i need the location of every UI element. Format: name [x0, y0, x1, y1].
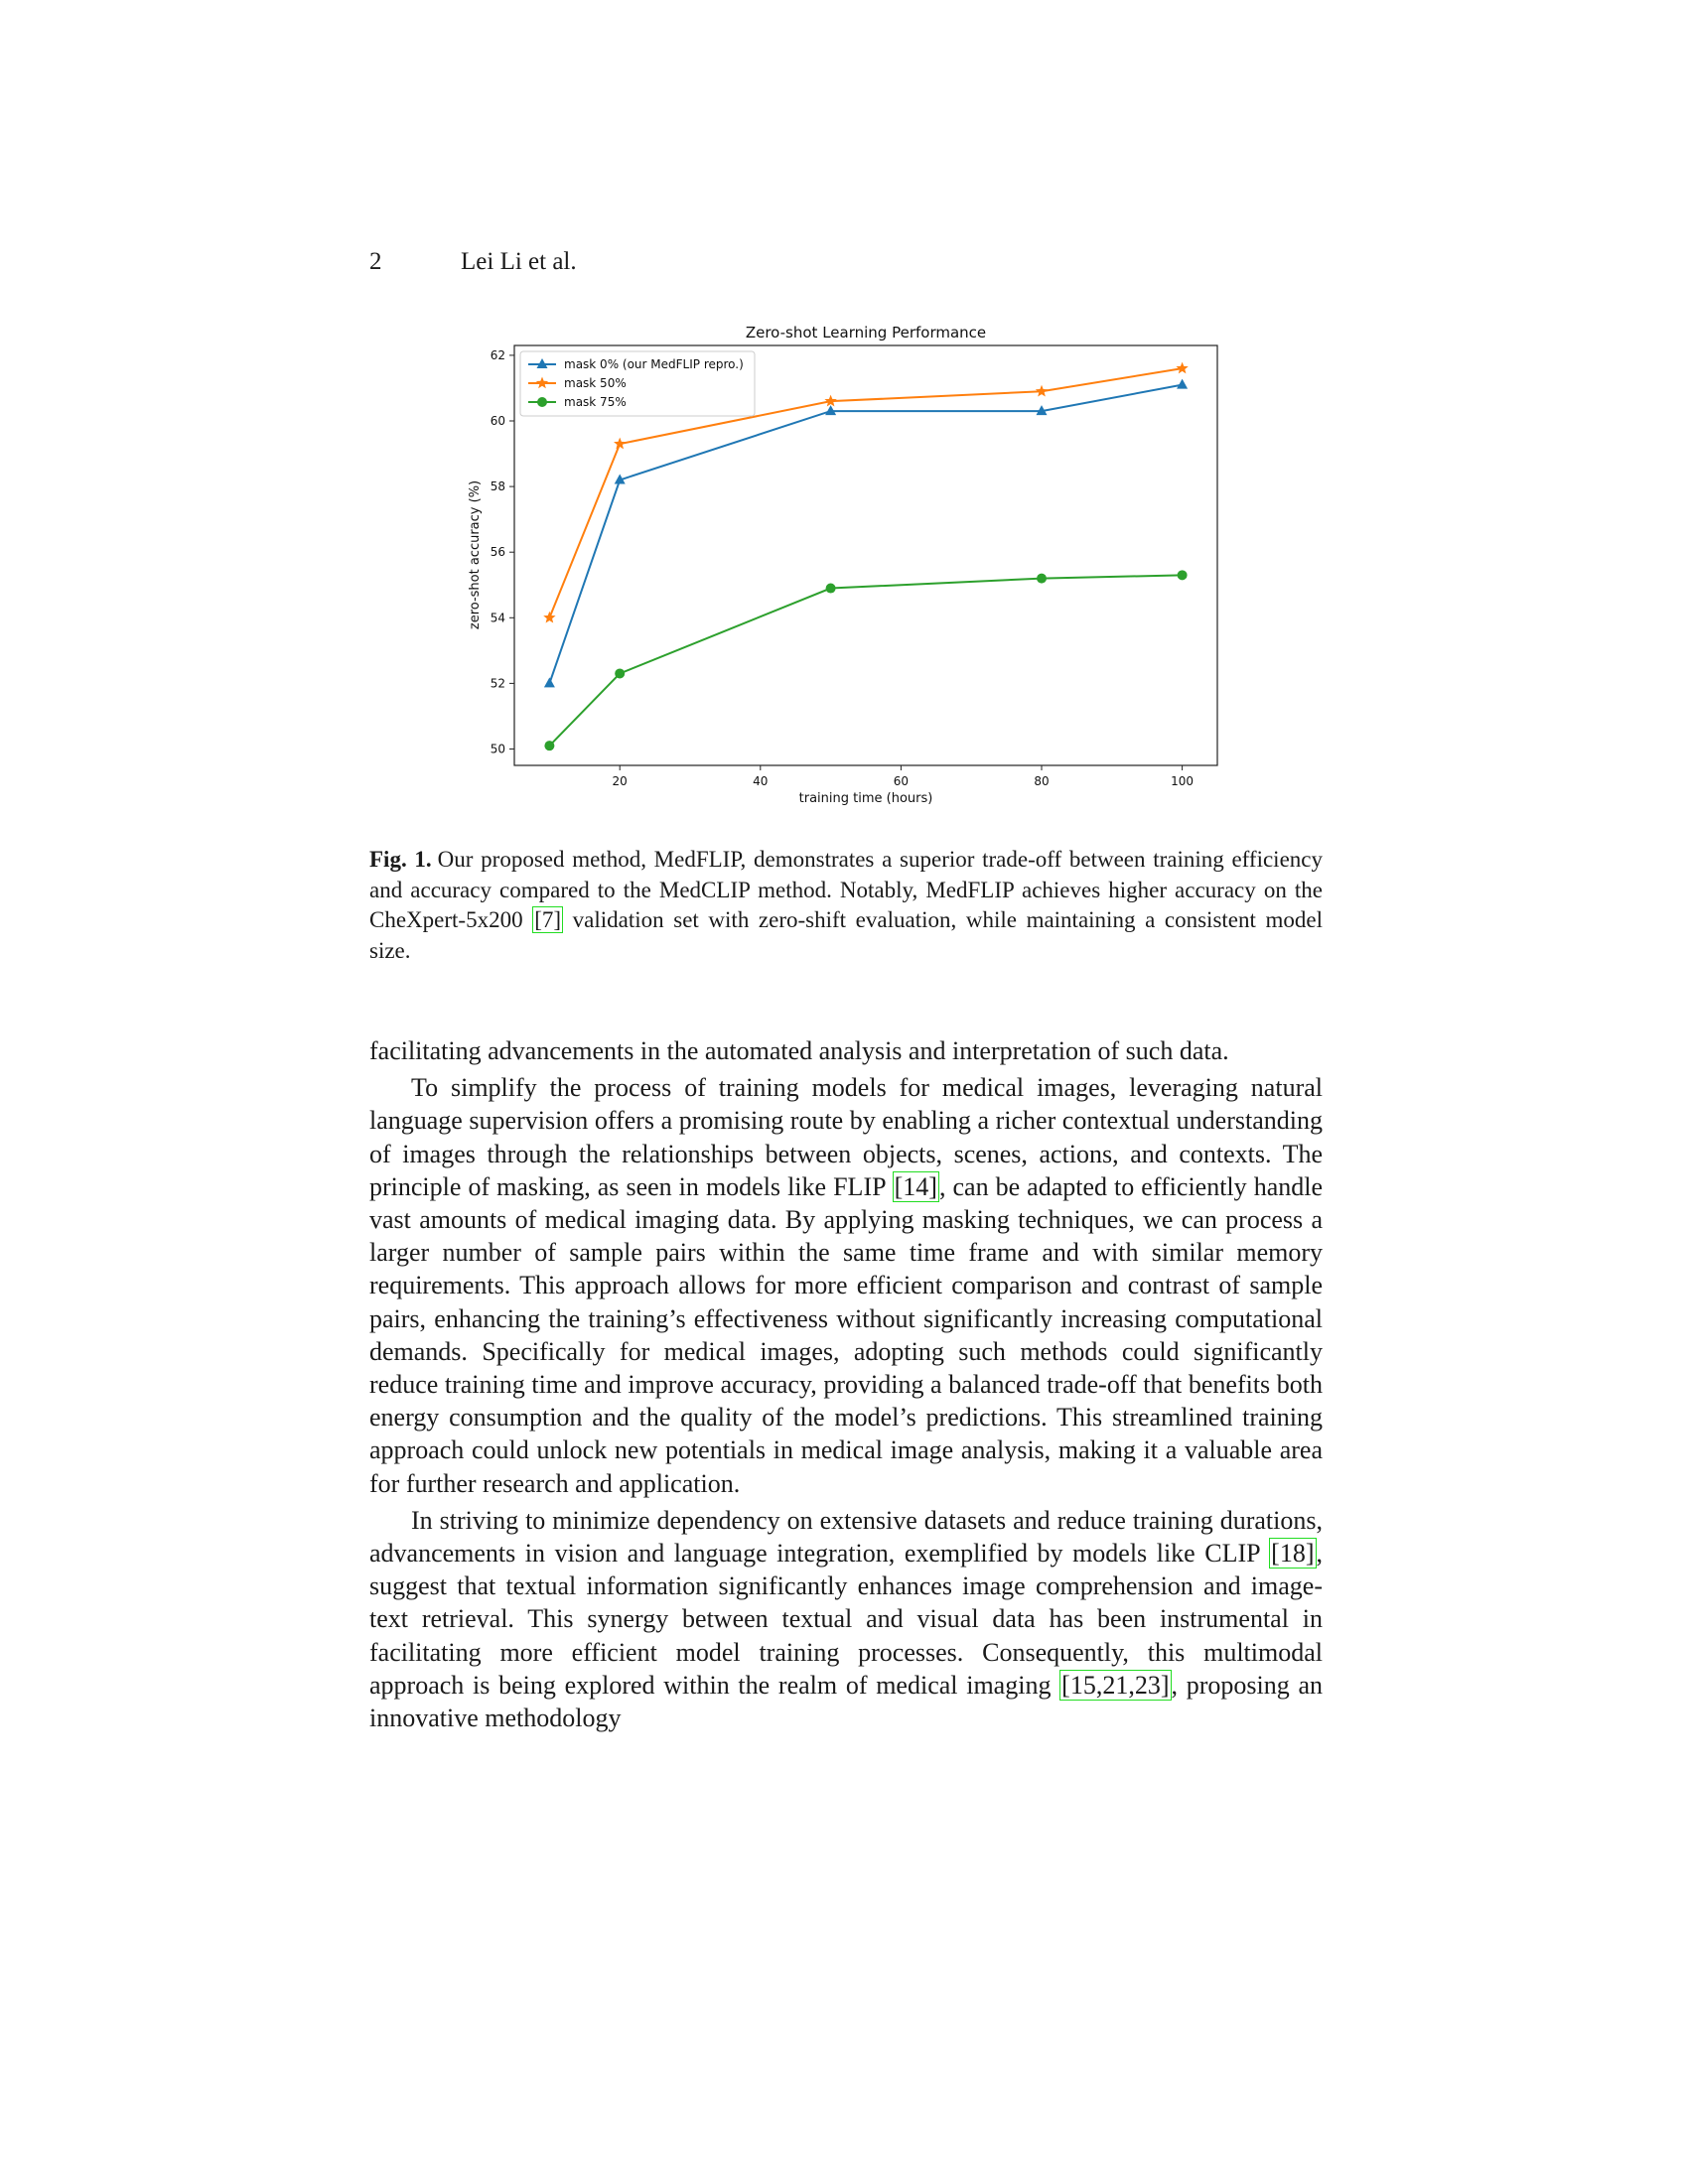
- data-point: [544, 741, 554, 751]
- citation-link[interactable]: [18]: [1271, 1539, 1315, 1569]
- data-point: [826, 584, 836, 594]
- citation-link[interactable]: [14]: [894, 1171, 937, 1201]
- citation-link[interactable]: [15,21,23]: [1061, 1670, 1170, 1700]
- body-text: [369, 1034, 1323, 1738]
- page-header: [369, 248, 1323, 284]
- y-tick-label: 62: [490, 347, 505, 362]
- x-tick-label: 40: [753, 774, 769, 788]
- x-tick-label: 20: [612, 774, 628, 788]
- x-tick-label: 80: [1034, 774, 1050, 788]
- paragraph-text: In striving to minimize dependency on extensive datasets and reduce training durations, advancements in vision and language integration, exemplified by models like CLIP: [369, 1505, 1323, 1569]
- paragraph: [369, 1034, 1323, 1067]
- caption-text: validation set with zero-shift evaluation, while maintaining a consistent model size.: [369, 907, 1323, 963]
- paragraph: [369, 1071, 1323, 1500]
- caption-text: Our proposed method, MedFLIP, demonstrates a superior trade-off between training efficiency and accuracy compared to the MedCLIP method. Notably, MedFLIP achieves higher accuracy on the CheXpert-5x200: [369, 847, 1323, 932]
- legend-label: mask 75%: [564, 395, 627, 409]
- paragraph-text: , suggest that textual information significantly enhances image comprehension and image-text retrieval. This synergy between textual and visual data has been instrumental in facilitating more efficient model training processes. Consequently, this multimodal approach is being explored within the realm of medical imaging: [369, 1539, 1323, 1700]
- paragraph-text: To simplify the process of training models for medical images, leveraging natural language supervision offers a promising route by enabling a richer contextual understanding of images through the relationships between objects, scenes, actions, and contexts. The principle of masking, as seen in models like FLIP: [369, 1073, 1323, 1201]
- y-tick-label: 54: [490, 611, 505, 625]
- paragraph: [369, 1504, 1323, 1734]
- chart-title: Zero-shot Learning Performance: [745, 324, 987, 341]
- x-tick-label: 100: [1171, 774, 1195, 788]
- legend-marker: [537, 397, 547, 407]
- y-tick-label: 50: [490, 742, 505, 756]
- paragraph-text: facilitating advancements in the automated analysis and interpretation of such data.: [369, 1036, 1229, 1065]
- y-axis-label: zero-shot accuracy (%): [468, 479, 483, 630]
- x-axis-label: training time (hours): [798, 791, 933, 806]
- x-tick-label: 60: [893, 774, 910, 788]
- running-head: Lei Li et al.: [461, 248, 577, 275]
- citation-link[interactable]: [7]: [534, 907, 562, 932]
- y-tick-label: 52: [490, 676, 505, 691]
- page-number: 2: [369, 248, 382, 275]
- paragraph-text: , can be adapted to efficiently handle vast amounts of medical imaging data. By applying masking techniques, we can process a larger number of sample pairs within the same time frame and with similar memory requirements. This approach allows for more efficient comparison and contrast of sample pairs, enhancing the training’s effectiveness without significantly increasing computational demands. Specifically for medical images, adopting such methods could significantly reduce training time and improve accuracy, providing a balanced trade-off that benefits both energy consumption and the quality of the model’s predictions. This streamlined training approach could unlock new potentials in medical image analysis, making it a valuable area for further research and application.: [369, 1171, 1323, 1498]
- data-point: [1037, 574, 1047, 584]
- legend-label: mask 50%: [564, 376, 627, 390]
- paragraph-text: , proposing an innovative methodology: [369, 1670, 1323, 1733]
- line-chart: [467, 316, 1221, 812]
- figure-label: Fig. 1.: [369, 847, 432, 872]
- data-point: [1178, 570, 1188, 580]
- data-point: [615, 668, 625, 678]
- y-tick-label: 58: [490, 479, 505, 494]
- y-tick-label: 60: [490, 414, 505, 429]
- figure-caption: [369, 845, 1323, 966]
- legend-label: mask 0% (our MedFLIP repro.): [564, 357, 744, 371]
- y-tick-label: 56: [490, 545, 505, 560]
- figure-1: [467, 316, 1221, 812]
- chart-legend: [520, 351, 755, 416]
